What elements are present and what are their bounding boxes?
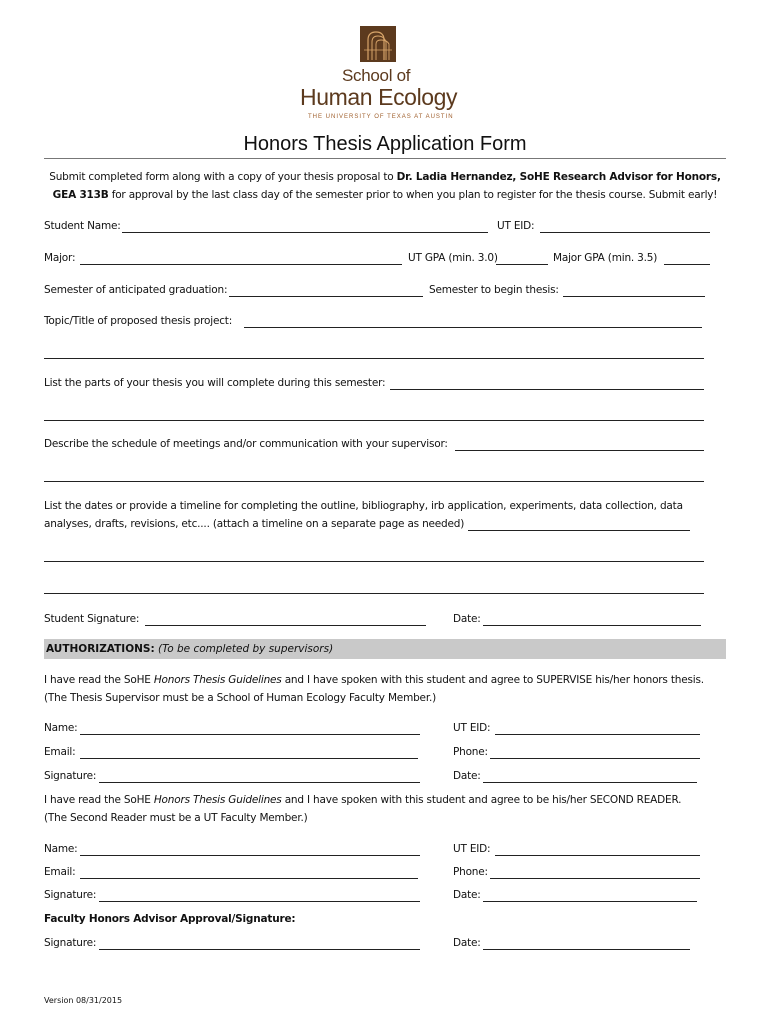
reader-guidelines: Honors Thesis Guidelines — [153, 794, 282, 806]
logo-school-of: School of — [342, 66, 411, 85]
student-signature-field[interactable] — [145, 625, 426, 626]
intro-text: Submit completed form along with a copy of your thesis proposal to — [49, 171, 397, 183]
reader-statement-2: (The Second Reader must be a UT Faculty Member.) — [44, 812, 308, 824]
intro-text-2: for approval by the last class day of the semester prior to when you plan to register for the thesis course. Submit early! — [108, 189, 718, 201]
supervisor-statement-1 — [44, 674, 704, 686]
schedule-label: Describe the schedule of meetings and/or communication with your supervisor: — [44, 438, 448, 450]
ut-eid-field[interactable] — [540, 232, 710, 233]
supervisor-email-label: Email: — [44, 746, 76, 758]
ut-gpa-label: UT GPA (min. 3.0) — [408, 252, 498, 264]
reader-name-label: Name: — [44, 843, 78, 855]
timeline-field[interactable] — [468, 530, 690, 531]
student-signature-label: Student Signature: — [44, 613, 140, 625]
logo-mark-icon — [360, 26, 396, 62]
authorizations-heading — [46, 643, 333, 655]
reader-statement-1 — [44, 794, 681, 806]
reader-phone-field[interactable] — [490, 878, 700, 879]
intro-room: GEA 313B — [52, 189, 109, 201]
supervisor-name-label: Name: — [44, 722, 78, 734]
reader-text-pre: I have read the SoHE — [44, 794, 154, 806]
supervisor-guidelines: Honors Thesis Guidelines — [153, 674, 282, 686]
major-gpa-label: Major GPA (min. 3.5) — [553, 252, 658, 264]
logo-university: THE UNIVERSITY OF TEXAS AT AUSTIN — [308, 114, 454, 120]
intro-line-2 — [0, 189, 770, 201]
supervisor-statement-2: (The Thesis Supervisor must be a School of Human Ecology Faculty Member.) — [44, 692, 437, 704]
advisor-date-label: Date: — [453, 937, 481, 949]
timeline-field-line-2[interactable] — [44, 561, 704, 562]
advisor-heading: Faculty Honors Advisor Approval/Signature: — [44, 913, 296, 925]
timeline-field-line-3[interactable] — [44, 593, 704, 594]
advisor-signature-label: Signature: — [44, 937, 97, 949]
reader-text-post: and I have spoken with this student and agree to be his/her SECOND READER. — [281, 794, 682, 806]
supervisor-text-post: and I have spoken with this student and agree to SUPERVISE his/her honors thesis. — [281, 674, 704, 686]
parts-field[interactable] — [390, 389, 704, 390]
topic-field[interactable] — [244, 327, 702, 328]
supervisor-text-pre: I have read the SoHE — [44, 674, 154, 686]
supervisor-phone-field[interactable] — [490, 758, 700, 759]
semester-grad-label: Semester of anticipated graduation: — [44, 284, 228, 296]
reader-phone-label: Phone: — [453, 866, 488, 878]
intro-line-1 — [0, 171, 770, 183]
ut-eid-label: UT EID: — [497, 220, 535, 232]
supervisor-signature-label: Signature: — [44, 770, 97, 782]
student-date-label: Date: — [453, 613, 481, 625]
logo-human-ecology: Human Ecology — [300, 84, 458, 110]
reader-eid-label: UT EID: — [453, 843, 491, 855]
version-label: Version 08/31/2015 — [44, 996, 123, 1005]
reader-signature-field[interactable] — [99, 901, 420, 902]
semester-begin-label: Semester to begin thesis: — [429, 284, 559, 296]
supervisor-date-field[interactable] — [483, 782, 697, 783]
reader-email-label: Email: — [44, 866, 76, 878]
page-title: Honors Thesis Application Form — [243, 133, 527, 155]
advisor-date-field[interactable] — [483, 949, 690, 950]
ut-gpa-field[interactable] — [496, 264, 548, 265]
advisor-signature-field[interactable] — [99, 949, 420, 950]
intro-advisor: Dr. Ladia Hernandez, SoHE Research Advisor for Honors, — [396, 171, 721, 183]
authorizations-bar — [44, 639, 726, 659]
schedule-field[interactable] — [455, 450, 704, 451]
title-divider — [44, 158, 726, 159]
authorizations-title: AUTHORIZATIONS: — [46, 643, 155, 655]
major-gpa-field[interactable] — [664, 264, 710, 265]
semester-grad-field[interactable] — [229, 296, 423, 297]
supervisor-eid-label: UT EID: — [453, 722, 491, 734]
supervisor-signature-field[interactable] — [99, 782, 420, 783]
student-name-field[interactable] — [122, 232, 488, 233]
reader-eid-field[interactable] — [495, 855, 700, 856]
parts-field-line-2[interactable] — [44, 420, 704, 421]
reader-name-field[interactable] — [80, 855, 420, 856]
timeline-label-2: analyses, drafts, revisions, etc.... (attach a timeline on a separate page as needed) — [44, 518, 465, 530]
timeline-label-1: List the dates or provide a timeline for completing the outline, bibliography, irb application, experiments, data collection, data — [44, 500, 683, 512]
semester-begin-field[interactable] — [563, 296, 705, 297]
supervisor-email-field[interactable] — [80, 758, 418, 759]
major-field[interactable] — [80, 264, 402, 265]
reader-email-field[interactable] — [80, 878, 418, 879]
supervisor-eid-field[interactable] — [495, 734, 700, 735]
major-label: Major: — [44, 252, 76, 264]
topic-field-line-2[interactable] — [44, 358, 704, 359]
supervisor-date-label: Date: — [453, 770, 481, 782]
student-name-label: Student Name: — [44, 220, 121, 232]
supervisor-name-field[interactable] — [80, 734, 420, 735]
authorizations-note: (To be completed by supervisors) — [158, 643, 334, 655]
topic-label: Topic/Title of proposed thesis project: — [44, 315, 233, 327]
sohe-logo — [294, 26, 466, 122]
reader-signature-label: Signature: — [44, 889, 97, 901]
student-date-field[interactable] — [483, 625, 701, 626]
reader-date-field[interactable] — [483, 901, 697, 902]
reader-date-label: Date: — [453, 889, 481, 901]
schedule-field-line-2[interactable] — [44, 481, 704, 482]
supervisor-phone-label: Phone: — [453, 746, 488, 758]
parts-label: List the parts of your thesis you will complete during this semester: — [44, 377, 386, 389]
